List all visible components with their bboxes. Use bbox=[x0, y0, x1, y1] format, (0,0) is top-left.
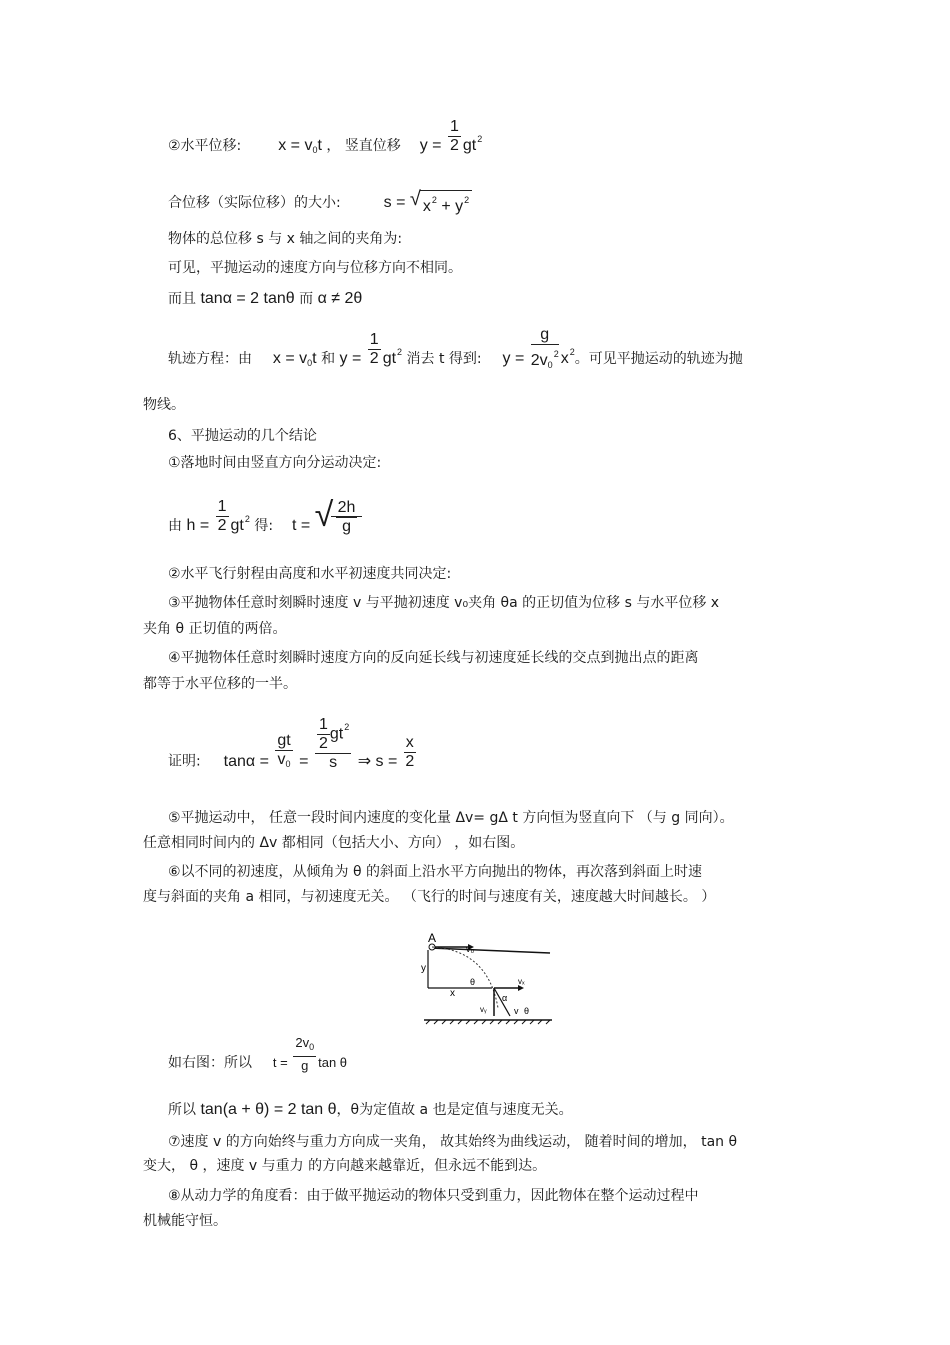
conclusion-8b: 机械能守恒。 bbox=[143, 1213, 227, 1229]
sqrt-xy: √ $x^2 + y^2$ bbox=[410, 190, 472, 216]
conclusion-5a: ⑤平抛运动中， 任意一段时间内速度的变化量 Δv= gΔ t 方向恒为竖直向下 （与 g 同向）。 bbox=[168, 810, 734, 826]
resultant-displacement-line: 合位移（实际位移）的大小: s = √ $x^2 + y^2$ bbox=[168, 190, 472, 216]
conclusion-4b: 都等于水平位移的一半。 bbox=[143, 676, 297, 692]
label-v: v bbox=[514, 1006, 519, 1016]
time-formula-line: 如右图：所以 t = $\frac{2v_0}{g}$ tan θ bbox=[168, 1035, 348, 1073]
conclusion-5b: 任意相同时间内的 Δv 都相同（包括大小、方向） ，如右图。 bbox=[143, 835, 525, 851]
conclusion-3b: 夹角 θ 正切值的两倍。 bbox=[143, 621, 287, 637]
trajectory-equation-line: 轨迹方程：由 $x = v_0t$ 和 y = $\frac{1}{2}$ $gt^2$ 消去 t 得到: y = $\frac{g}{2v_0^2}$ $x^2$。可见平抛运动的轨迹为抛 bbox=[168, 325, 743, 370]
trajectory bbox=[432, 947, 498, 1008]
parabola-line: 物线。 bbox=[143, 397, 185, 413]
proof-line: 证明: tanα = $\frac{gt}{v_0}$ = $\frac{1}{2}$ $gt^2$ s ⇒ s = $\frac{x}{2}$ bbox=[168, 715, 415, 771]
top-line bbox=[430, 948, 550, 953]
conclusion-6a: ⑥以不同的初速度，从倾角为 θ 的斜面上沿水平方向抛出的物体，再次落到斜面上时速 bbox=[168, 864, 703, 880]
label-alpha: α bbox=[502, 993, 508, 1003]
fraction-half: $\frac{1}{2}$ bbox=[449, 118, 459, 155]
conclusion-7a: ⑦速度 v 的方向始终与重力方向成一夹角， 故其始终为曲线运动， 随着时间的增加， tan θ bbox=[168, 1134, 738, 1150]
conclusion-7b: 变大， θ ，速度 v 与重力 的方向越来越靠近，但永远不能到达。 bbox=[143, 1158, 547, 1174]
angle-line: 物体的总位移 s 与 x 轴之间的夹角为: bbox=[168, 231, 403, 247]
conclusion-line: 可见，平抛运动的速度方向与位移方向不相同。 bbox=[168, 260, 462, 276]
tan-sum-line: 所以 tan(a + θ) = 2 tan θ，θ为定值故 a 也是定值与速度无关。 bbox=[168, 1101, 573, 1118]
label-v0: v₀ bbox=[466, 944, 475, 954]
conclusion-2: ②水平飞行射程由高度和水平初速度共同决定: bbox=[168, 566, 452, 582]
conclusion-6b: 度与斜面的夹角 a 相同，与初速度无关。 （飞行的时间与速度有关，速度越大时间越长。 ） bbox=[143, 889, 716, 905]
label-y: y bbox=[421, 963, 426, 974]
formula-s: s = √ $x^2 + y^2$ bbox=[384, 194, 473, 211]
conclusion-4a: ④平抛物体任意时刻瞬时速度方向的反向延长线与初速度延长线的交点到抛出点的距离 bbox=[168, 650, 699, 666]
label-vy: vᵧ bbox=[480, 1005, 487, 1014]
formula-y: y = $\frac{1}{2}$ $gt^2$ bbox=[419, 118, 483, 155]
label-theta1: θ bbox=[470, 977, 476, 987]
formula-x: $x = v_0t$ bbox=[278, 137, 322, 155]
horizontal-displacement-line: ②水平位移: $x = v_0t$ ， 竖直位移 y = $\frac{1}{2}$ $gt^2$ bbox=[168, 118, 483, 155]
label-theta2: θ bbox=[524, 1006, 530, 1016]
label-a: A bbox=[428, 931, 437, 945]
projectile-slope-diagram bbox=[418, 928, 558, 1028]
conclusion-8a: ⑧从动力学的角度看：由于做平抛运动的物体只受到重力，因此物体在整个运动过程中 bbox=[168, 1188, 699, 1204]
tan-relation-line: 而且 tanα = 2 tanθ 而 α ≠ 2θ bbox=[168, 290, 363, 307]
label-x: x bbox=[450, 988, 455, 999]
label-vx: vₓ bbox=[518, 977, 525, 986]
section-heading: 6、平抛运动的几个结论 bbox=[168, 428, 317, 444]
conclusion-1: ①落地时间由竖直方向分运动决定: bbox=[168, 455, 382, 471]
conclusion-3a: ③平抛物体任意时刻瞬时速度 v 与平抛初速度 v₀夹角 θa 的正切值为位移 s 与水平位移 x bbox=[168, 595, 720, 611]
fall-time-formula: 由 h = $\frac{1}{2}$ $gt^2$ 得: t = √ $\frac{2h}{g}$ bbox=[168, 510, 362, 536]
